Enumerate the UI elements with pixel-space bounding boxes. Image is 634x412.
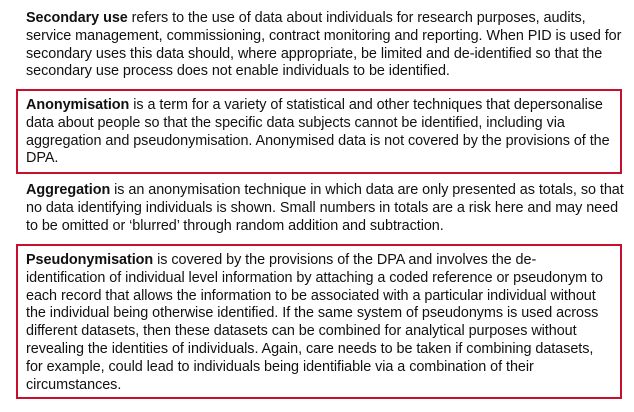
pseudonymisation-text: is covered by the provisions of the DPA and involves the de-identification of individual level information by attaching a coded reference or pseudonym to each record that allows the information to be associated with a particular individual without the individual being otherwise identified. If the same system of pseudonyms is used across different datasets, then these datasets can be combined for analytical purposes without revealing the identities of individuals. Again, care needs to be taken if combining datasets, for example, could lead to individuals being identifiable via a combination of their circumstances. <box>26 252 603 393</box>
anonymisation-box <box>16 89 622 174</box>
anonymisation-term: Anonymisation <box>26 97 130 113</box>
secondary-use-paragraph <box>26 10 630 81</box>
pseudonymisation-term: Pseudonymisation <box>26 252 154 268</box>
aggregation-term: Aggregation <box>26 182 111 198</box>
pseudonymisation-box <box>16 244 622 399</box>
secondary-use-text: refers to the use of data about individuals for research purposes, audits, service management, commissioning, contract monitoring and reporting. When PID is used for secondary uses this data should, where appropriate, be limited and de-identified so that the secondary use process does not enable individuals to be identified. <box>26 10 622 80</box>
secondary-use-term: Secondary use <box>26 10 128 26</box>
anonymisation-text: is a term for a variety of statistical and other techniques that depersonalise data about people so that the specific data subjects cannot be identified, including via aggregation and pseudonymisation. Anonymised data is not covered by the provisions of the DPA. <box>26 97 610 167</box>
aggregation-paragraph <box>26 182 630 235</box>
aggregation-text: is an anonymisation technique in which data are only presented as totals, so that no data identifying individuals is shown. Small numbers in totals are a risk here and may need to be omitted or ‘blurred’ through random addition and subtraction. <box>26 182 624 234</box>
